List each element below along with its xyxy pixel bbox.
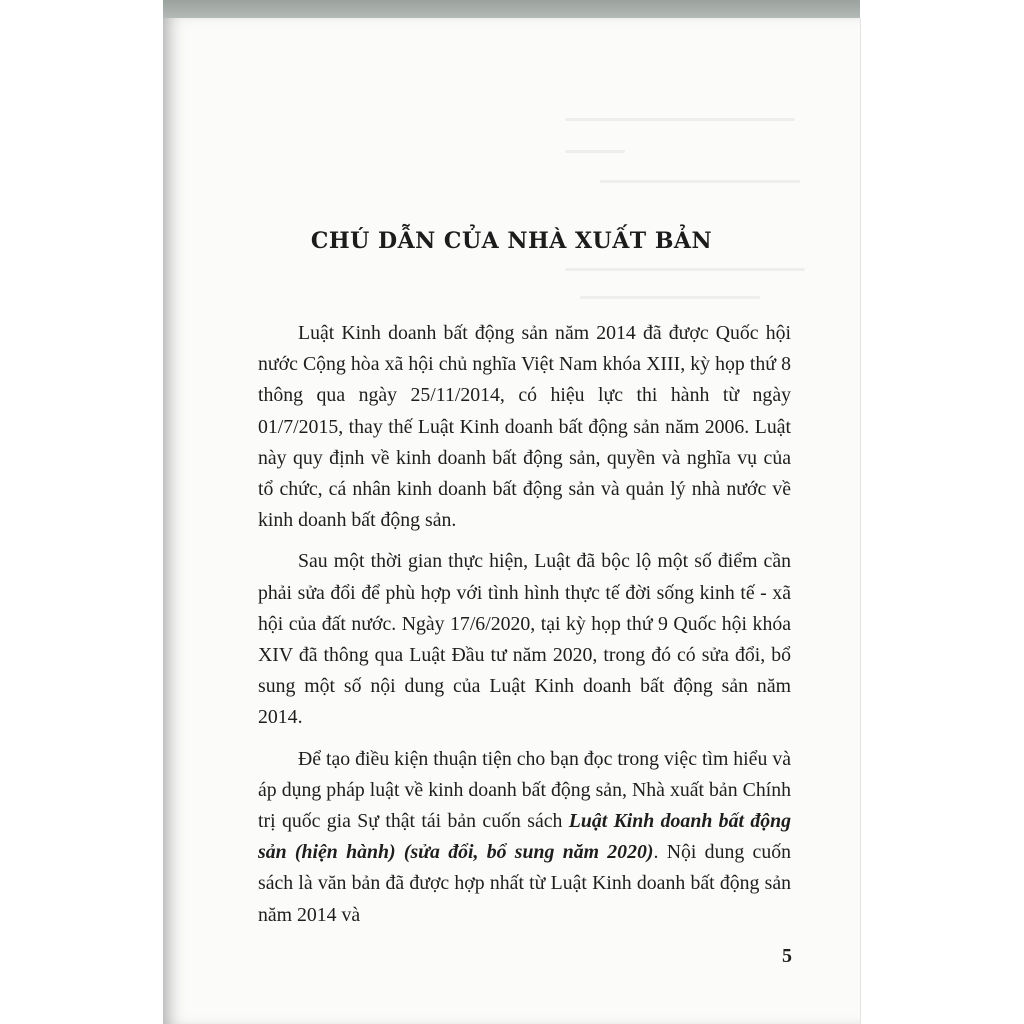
body-text xyxy=(258,318,791,941)
bleed-through-line xyxy=(565,118,795,121)
bleed-through-line xyxy=(600,180,800,183)
bleed-through-line xyxy=(565,268,805,271)
paragraph-1: Luật Kinh doanh bất động sản năm 2014 đã được Quốc hội nước Cộng hòa xã hội chủ nghĩa Việt Nam khóa XIII, kỳ họp thứ 8 thông qua ngày 25/11/2014, có hiệu lực thi hành từ ngày 01/7/2015, thay thế Luật Kinh doanh bất động sản năm 2006. Luật này quy định về kinh doanh bất động sản, quyền và nghĩa vụ của tổ chức, cá nhân kinh doanh bất động sản và quản lý nhà nước về kinh doanh bất động sản. xyxy=(258,322,791,532)
paragraph-3-continuation: . Nội dung cuốn sách là văn bản đã được hợp nhất từ Luật Kinh doanh bất động sản năm 2014 và xyxy=(258,841,792,926)
bleed-through-line xyxy=(565,150,625,153)
paragraph-3 xyxy=(258,744,791,931)
page-number: 5 xyxy=(782,945,792,967)
paragraph-3-text: Để tạo điều kiện thuận tiện cho bạn đọc trong việc tìm hiểu và áp dụng pháp luật về kinh doanh bất động sản, Nhà xuất bản Chính trị quốc gia Sự thật tái bản cuốn sách xyxy=(258,747,791,833)
page-title: CHÚ DẪN CỦA NHÀ XUẤT BẢN xyxy=(310,228,713,254)
book-title-emphasis: Luật Kinh doanh bất động sản (hiện hành) (sửa đổi, bổ sung năm 2020) xyxy=(258,810,791,864)
paragraph-2: Sau một thời gian thực hiện, Luật đã bộc lộ một số điểm cần phải sửa đổi để phù hợp với tình hình thực tế đời sống kinh tế - xã hội của đất nước. Ngày 17/6/2020, tại kỳ họp thứ 9 Quốc hội khóa XIV đã thông qua Luật Đầu tư năm 2020, trong đó có sửa đổi, bổ sung một số nội dung của Luật Kinh doanh bất động sản năm 2014. xyxy=(258,550,791,729)
bleed-through-line xyxy=(580,296,760,299)
